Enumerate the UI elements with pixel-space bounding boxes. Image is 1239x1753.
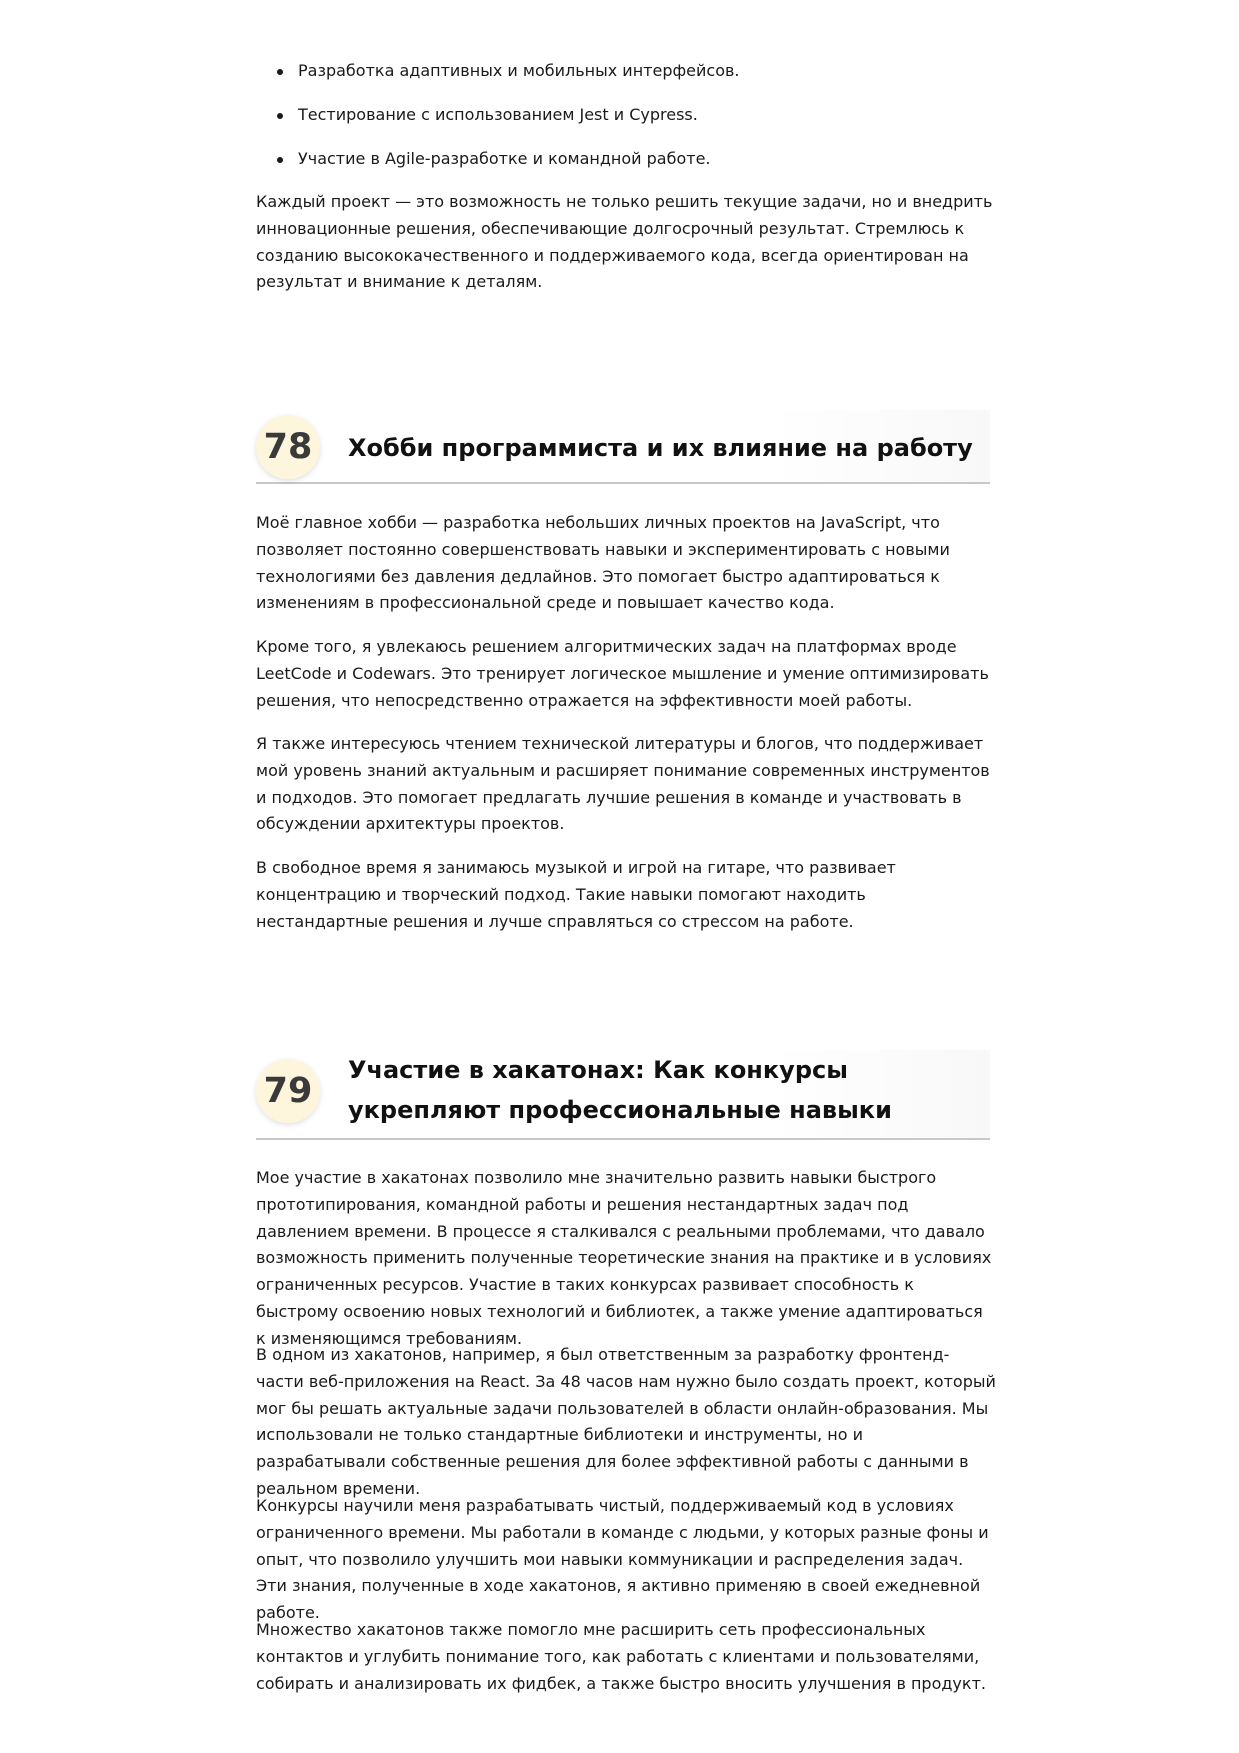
paragraph: Моё главное хобби — разработка небольших личных проектов на JavaScript, что позволяет постоянно совершенствовать навыки и экспериментировать с новыми технологиями без давления дедлайнов. Это помогает быстро адаптироваться к изменениям в профессиональной среде и повышает качество кода. bbox=[256, 513, 950, 613]
list-item: Участие в Agile-разработке и командной работе. bbox=[256, 146, 740, 172]
section-number-badge: 78 bbox=[256, 415, 320, 479]
paragraph: В свободное время я занимаюсь музыкой и игрой на гитаре, что развивает концентрацию и творческий подход. Такие навыки помогают находить нестандартные решения и лучше справляться со стрессом на работе. bbox=[256, 858, 896, 931]
section-header-78 bbox=[256, 410, 990, 484]
section-title: Хобби программиста и их влияние на работу bbox=[348, 434, 973, 462]
list-item: Тестирование с использованием Jest и Cypress. bbox=[256, 102, 740, 128]
paragraph: Множество хакатонов также помогло мне расширить сеть профессиональных контактов и углубить понимание того, как работать с клиентами и пользователями, собирать и анализировать их фидбек, а также быстро вносить улучшения в продукт. bbox=[256, 1620, 986, 1693]
section-title: Участие в хакатонах: Как конкурсы укрепляют профессиональные навыки bbox=[348, 1056, 892, 1124]
section-header-79 bbox=[256, 1050, 990, 1140]
intro-paragraph: Каждый проект — это возможность не только решить текущие задачи, но и внедрить инновационные решения, обеспечивающие долгосрочный результат. Стремлюсь к созданию высококачественного и поддерживаемого кода, всегда ориентирован на результат и внимание к деталям. bbox=[256, 192, 993, 292]
paragraph: Я также интересуюсь чтением технической литературы и блогов, что поддерживает мой уровень знаний актуальным и расширяет понимание современных инструментов и подходов. Это помогает предлагать лучшие решения в команде и участвовать в обсуждении архитектуры проектов. bbox=[256, 734, 990, 834]
section-number-badge: 79 bbox=[256, 1059, 320, 1123]
list-item: Разработка адаптивных и мобильных интерфейсов. bbox=[256, 58, 740, 84]
paragraph: Кроме того, я увлекаюсь решением алгоритмических задач на платформах вроде LeetCode и Codewars. Это тренирует логическое мышление и умение оптимизировать решения, что непосредственно отражается на эффективности моей работы. bbox=[256, 637, 989, 710]
paragraph: Конкурсы научили меня разрабатывать чистый, поддерживаемый код в условиях ограниченного времени. Мы работали в команде с людьми, у которых разные фоны и опыт, что позволило улучшить мои навыки коммуникации и распределения задач. Эти знания, полученные в ходе хакатонов, я активно применяю в своей ежедневной работе. bbox=[256, 1496, 989, 1623]
paragraph: Мое участие в хакатонах позволило мне значительно развить навыки быстрого прототипирования, командной работы и решения нестандартных задач под давлением времени. В процессе я сталкивался с реальными проблемами, что давало возможность применить полученные теоретические знания на практике и в условиях ограниченных ресурсов. Участие в таких конкурсах развивает способность к быстрому освоению новых технологий и библиотек, а также умение адаптироваться к изменяющимся требованиям. bbox=[256, 1168, 992, 1348]
skills-list bbox=[256, 58, 740, 190]
paragraph: В одном из хакатонов, например, я был ответственным за разработку фронтенд-части веб-приложения на React. За 48 часов нам нужно было создать проект, который мог бы решать актуальные задачи пользователей в области онлайн-образования. Мы использовали не только стандартные библиотеки и инструменты, но и разрабатывали собственные решения для более эффективной работы с данными в реальном времени. bbox=[256, 1345, 996, 1498]
